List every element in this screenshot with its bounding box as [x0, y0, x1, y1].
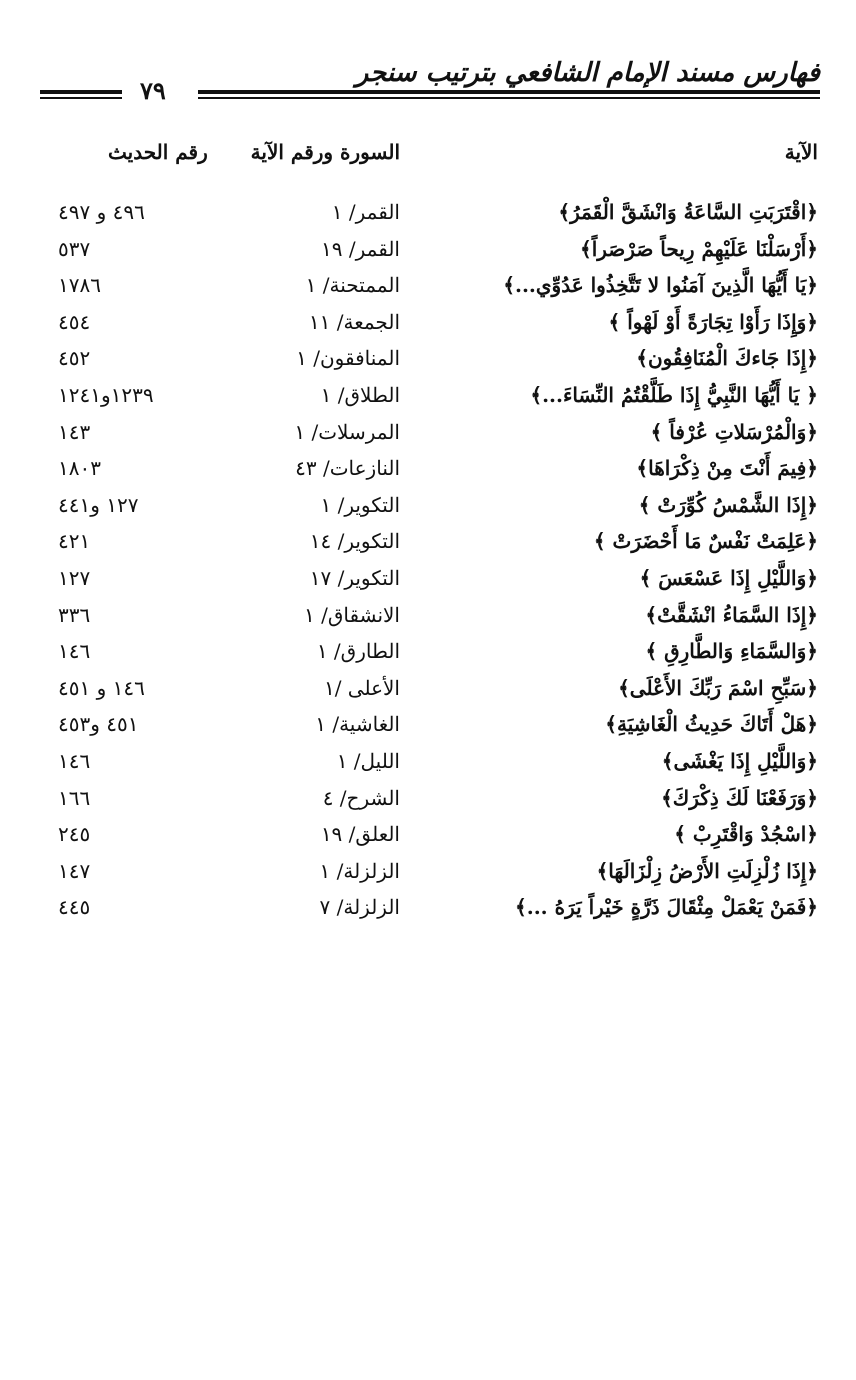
hadith-cell [58, 342, 220, 374]
ayah-cell: ﴿وَرَفَعْنَا لَكَ ذِكْرَكَ﴾ [661, 785, 818, 810]
hadith-cell [58, 855, 220, 887]
table-row [0, 562, 856, 599]
hadith-number: ١٢٣٩و١٢٤١ [58, 382, 154, 407]
surah-cell: القمر/ ١ [331, 200, 400, 224]
hadith-cell [58, 891, 220, 923]
page-header [40, 58, 820, 104]
table-row [0, 635, 856, 672]
surah-cell: الزلزلة/ ٧ [319, 895, 400, 920]
hadith-number: ١٤٣ [58, 419, 91, 444]
table-row [0, 306, 856, 343]
ayah-cell: ﴿إِذَا جَاءكَ الْمُنَافِقُون﴾ [636, 346, 818, 371]
hadith-cell [58, 745, 220, 777]
hadith-cell [58, 782, 220, 814]
surah-cell: التكوير/ ١٧ [309, 565, 400, 590]
ayah-cell: ﴿فِيمَ أَنْتَ مِنْ ذِكْرَاهَا﴾ [636, 456, 818, 481]
table-row [0, 416, 856, 453]
table-row [0, 269, 856, 306]
ayah-cell: ﴿إِذَا الشَّمْسُ كُوِّرَتْ ﴾ [638, 492, 818, 517]
hadith-cell [58, 599, 220, 631]
column-headers [0, 140, 856, 172]
ayah-cell: ﴿ يَا أَيُّهَا النَّبِيُّ إِذَا طَلَّقْتُمُ النِّسَاءَ...﴾ [530, 382, 818, 407]
table-row [0, 745, 856, 782]
ayah-cell: ﴿سَبِّحِ اسْمَ رَبِّكَ الأَعْلَى﴾ [618, 675, 818, 700]
table-row [0, 525, 856, 562]
header-rule-left-thin [40, 97, 122, 99]
hadith-number: ٤٤٥ [58, 895, 91, 920]
surah-cell: الطلاق/ ١ [320, 382, 400, 407]
hadith-cell [58, 452, 220, 484]
ayah-cell: ﴿وَالْمُرْسَلاتِ عُرْفاً ﴾ [650, 419, 818, 444]
surah-cell: النازعات/ ٤٣ [295, 456, 400, 481]
hadith-number: ١٧٨٦ [58, 273, 101, 298]
header-rule-left [40, 90, 122, 94]
surah-cell: الطارق/ ١ [316, 639, 400, 664]
hadith-cell [58, 562, 220, 594]
hadith-cell [58, 306, 220, 338]
table-row [0, 489, 856, 526]
ayah-cell: ﴿وَإِذَا رَأَوْا تِجَارَةً أَوْ لَهْواً ﴾ [608, 309, 818, 334]
column-header-ayah: الآية [784, 140, 818, 164]
hadith-cell [58, 708, 220, 740]
ayah-cell: ﴿إِذَا زُلْزِلَتِ الأَرْضُ زِلْزَالَهَا﴾ [596, 858, 818, 883]
index-table [0, 196, 856, 928]
table-row [0, 452, 856, 489]
hadith-cell [58, 818, 220, 850]
hadith-number: ٢٤٥ [58, 822, 91, 847]
surah-cell: القمر/ ١٩ [321, 236, 400, 261]
hadith-cell [58, 379, 220, 411]
column-header-hadith: رقم الحديث [108, 140, 208, 164]
ayah-cell: ﴿إِذَا السَّمَاءُ انْشَقَّتْ﴾ [645, 602, 818, 627]
hadith-number: ١٤٧ [58, 858, 91, 883]
hadith-number: ١٢٧ [58, 565, 91, 590]
hadith-number: ١٤٦ و ٤٥١ [58, 675, 145, 700]
hadith-cell [58, 489, 220, 521]
page-number: ٧٩ [140, 76, 166, 105]
ayah-cell: ﴿اسْجُدْ وَاقْتَرِبْ ﴾ [674, 822, 818, 847]
table-row [0, 379, 856, 416]
column-header-surah: السورة ورقم الآية [250, 140, 400, 164]
hadith-number: ٤٥٤ [58, 309, 91, 334]
table-row [0, 708, 856, 745]
surah-cell: التكوير/ ١٤ [309, 529, 400, 554]
surah-cell: الجمعة/ ١١ [308, 309, 400, 334]
hadith-number: ١٤٦ [58, 639, 91, 664]
table-row [0, 342, 856, 379]
surah-cell: العلق/ ١٩ [320, 822, 400, 847]
ayah-cell: ﴿فَمَنْ يَعْمَلْ مِثْقَالَ ذَرَّةٍ خَيْراً يَرَهُ ...﴾ [515, 895, 818, 920]
surah-cell: الشرح/ ٤ [322, 785, 400, 810]
table-row [0, 891, 856, 928]
hadith-cell [58, 635, 220, 667]
ayah-cell: ﴿وَاللَّيْلِ إِذَا يَغْشَى﴾ [661, 748, 818, 773]
ayah-cell: ﴿وَاللَّيْلِ إِذَا عَسْعَسَ ﴾ [639, 565, 818, 590]
surah-cell: الزلزلة/ ١ [319, 858, 400, 883]
surah-cell: التكوير/ ١ [320, 492, 400, 517]
hadith-cell [58, 196, 220, 228]
ayah-cell: ﴿عَلِمَتْ نَفْسٌ مَا أَحْضَرَتْ ﴾ [593, 529, 818, 554]
hadith-number: ١٨٠٣ [58, 456, 101, 481]
surah-cell: الليل/ ١ [336, 748, 400, 773]
table-row [0, 818, 856, 855]
ayah-cell: ﴿أَرْسَلْنَا عَلَيْهِمْ رِيحاً صَرْصَراً﴾ [580, 236, 818, 261]
hadith-number: ١٦٦ [58, 785, 91, 810]
surah-cell: المرسلات/ ١ [294, 419, 400, 444]
hadith-cell [58, 525, 220, 557]
surah-cell: الغاشية/ ١ [315, 712, 400, 737]
surah-cell: الانشقاق/ ١ [304, 602, 400, 627]
table-row [0, 782, 856, 819]
hadith-number: ٤٥٢ [58, 346, 91, 371]
table-row [0, 233, 856, 270]
table-row [0, 855, 856, 892]
table-row [0, 672, 856, 709]
hadith-cell [58, 416, 220, 448]
hadith-number: ٣٣٦ [58, 602, 91, 627]
header-rule [198, 90, 820, 94]
ayah-cell: ﴿هَلْ أَتَاكَ حَدِيثُ الْغَاشِيَةِ﴾ [605, 712, 818, 737]
ayah-cell: ﴿وَالسَّمَاءِ وَالطَّارِقِ ﴾ [645, 639, 818, 664]
ayah-cell: ﴿اقْتَرَبَتِ السَّاعَةُ وَانْشَقَّ الْقَمَرُ﴾ [558, 200, 818, 224]
hadith-cell [58, 269, 220, 301]
hadith-number: ١٤٦ [58, 748, 91, 773]
running-title: فهارس مسند الإمام الشافعي بترتيب سنجر [355, 58, 820, 88]
surah-cell: الأعلى /١ [323, 675, 400, 700]
ayah-cell: ﴿يَا أَيُّهَا الَّذِينَ آمَنُوا لا تَتَّخِذُوا عَدُوِّي...﴾ [503, 273, 818, 298]
hadith-number: ٤٥١ و٤٥٣ [58, 712, 139, 737]
header-rule-thin [198, 97, 820, 99]
hadith-cell [58, 672, 220, 704]
hadith-cell [58, 233, 220, 265]
hadith-number: ٥٣٧ [58, 236, 91, 261]
hadith-number: ٤٩٦ و ٤٩٧ [58, 200, 145, 224]
surah-cell: الممتحنة/ ١ [305, 273, 400, 298]
hadith-number: ١٢٧ و٤٤١ [58, 492, 139, 517]
table-row [0, 599, 856, 636]
surah-cell: المنافقون/ ١ [296, 346, 400, 371]
hadith-number: ٤٢١ [58, 529, 91, 554]
table-row [0, 196, 856, 233]
